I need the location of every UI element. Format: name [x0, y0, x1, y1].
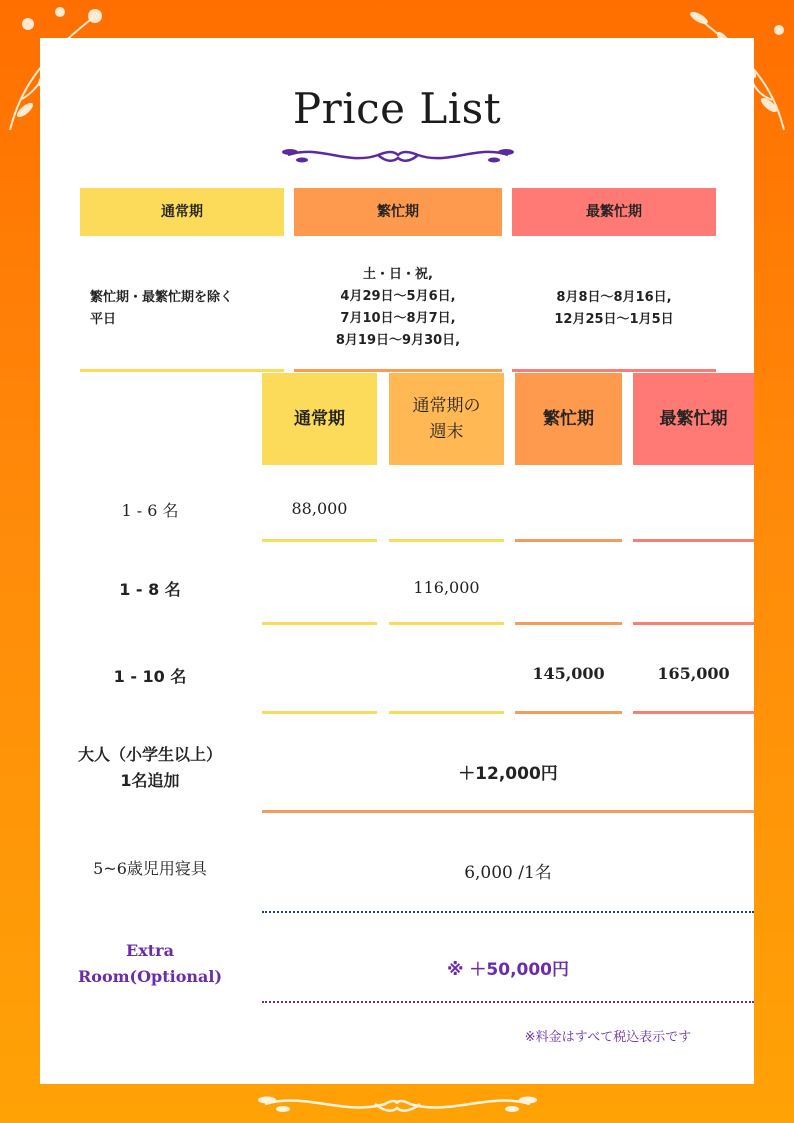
row-divider [389, 711, 504, 714]
desc-line: 7月10日～8月7日, [340, 311, 456, 326]
row-divider [633, 622, 754, 625]
desc-line: 8月8日～8月16日, [556, 290, 672, 305]
row-label-1-6: 1 - 6 名 [121, 501, 179, 520]
row-divider [262, 622, 377, 625]
row-divider [262, 539, 377, 542]
page-title: Price List [292, 84, 502, 133]
season-name: 最繁忙期 [586, 204, 642, 220]
row-divider [515, 539, 622, 542]
purple-scroll-divider-icon [278, 142, 518, 168]
tax-note: ※料金はすべて税込表示です [524, 1030, 692, 1045]
price-1-10-peak: 165,000 [657, 664, 730, 683]
desc-line: 4月29日～5月6日, [340, 289, 456, 304]
column-label: 繁忙期 [543, 409, 594, 429]
season-desc-busy [294, 264, 502, 352]
season-name: 繁忙期 [377, 204, 419, 220]
bedding-divider [262, 911, 754, 913]
price-1-8-weekend: 116,000 [413, 578, 480, 597]
row-divider [633, 539, 754, 542]
column-label: 通常期 [294, 409, 345, 429]
row-divider [262, 711, 377, 714]
desc-line: 8月19日～9月30日, [335, 333, 461, 348]
adult-add-value: ＋12,000円 [458, 764, 558, 784]
column-header-busy [515, 373, 622, 465]
column-header-peak [633, 373, 754, 465]
adult-add-divider [262, 810, 754, 813]
desc-line: 平日 [90, 312, 117, 327]
adult-add-label: 大人（小学生以上） 1名追加 [77, 745, 222, 790]
season-header-peak [512, 188, 716, 236]
season-header-busy [294, 188, 502, 236]
row-divider [389, 622, 504, 625]
season-name: 通常期 [161, 204, 203, 220]
column-header-normal [262, 373, 377, 465]
season-underline-peak [512, 369, 716, 372]
row-divider [515, 711, 622, 714]
extra-room-divider [262, 1001, 754, 1003]
row-label-1-10: 1 - 10 名 [113, 667, 187, 686]
row-label-1-8: 1 - 8 名 [119, 580, 181, 599]
bedding-value: 6,000 /1名 [464, 863, 552, 883]
bottom-scroll-ornament-icon [255, 1090, 540, 1118]
season-header-normal [80, 188, 284, 236]
season-desc-normal [90, 287, 290, 331]
row-divider [515, 622, 622, 625]
price-1-6-normal: 88,000 [291, 499, 348, 518]
row-divider [389, 539, 504, 542]
extra-room-label: Extra Room(Optional) [77, 941, 223, 986]
season-underline-busy [294, 369, 502, 372]
season-desc-peak [512, 287, 716, 331]
season-underline-normal [80, 369, 284, 372]
column-header-normal-weekend [389, 373, 504, 465]
column-label: 通常期の 週末 [412, 396, 481, 442]
price-1-10-busy: 145,000 [532, 664, 605, 683]
row-divider [633, 711, 754, 714]
column-label: 最繁忙期 [659, 409, 728, 429]
bedding-label: 5~6歳児用寝具 [93, 859, 207, 878]
desc-line: 繁忙期・最繁忙期を除く [90, 290, 234, 305]
desc-line: 12月25日～1月5日 [554, 312, 674, 327]
extra-room-value: ※ ＋50,000円 [446, 960, 570, 980]
desc-line: 土・日・祝, [363, 267, 433, 282]
